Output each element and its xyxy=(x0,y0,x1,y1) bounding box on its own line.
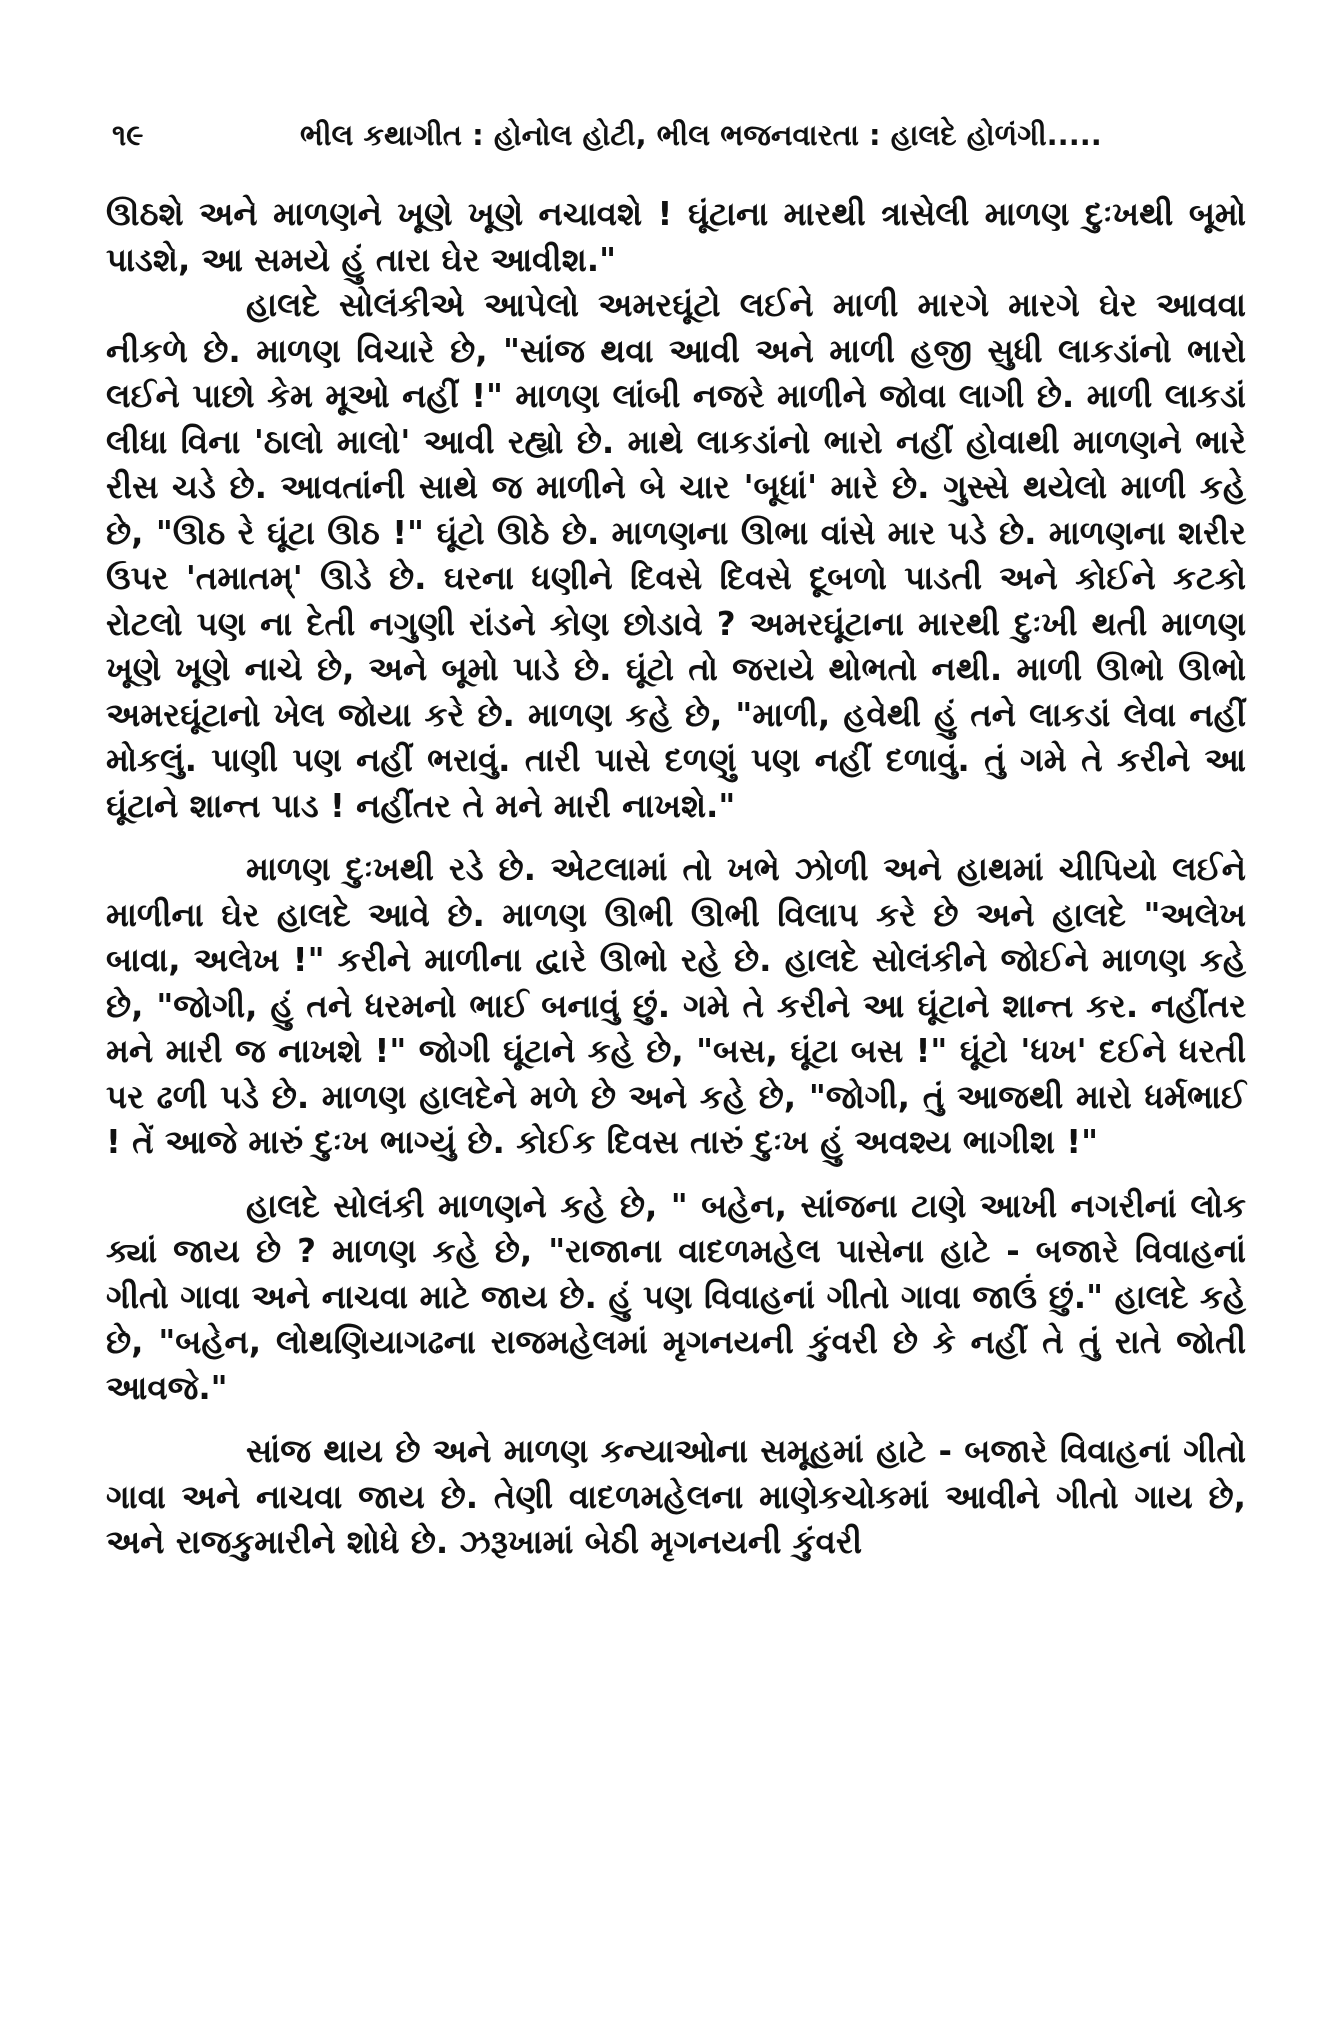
paragraph-continuation: ઊઠશે અને માળણને ખૂણે ખૂણે નચાવશે ! ઘૂંટાના મારથી ત્રાસેલી માળણ દુઃખથી બૂમો પાડશે, આ સમયે હું તારા ઘેર આવીશ." xyxy=(106,195,1246,279)
page-number: ૧૯ xyxy=(112,118,144,152)
body-text xyxy=(106,192,1246,1566)
book-page xyxy=(106,0,1246,2038)
paragraph: માળણ દુઃખથી રડે છે. એટલામાં તો ખભે ઝોળી અને હાથમાં ચીપિયો લઈને માળીના ઘેર હાલદે આવે છે. માળણ ઊભી ઊભી વિલાપ કરે છે અને હાલદે "અલેખ બાવા, અલેખ !" કરીને માળીના દ્વારે ઊભો રહે છે. હાલદે સોલંકીને જોઈને માળણ કહે છે, "જોગી, હું તને ધરમનો ભાઈ બનાવું છું. ગમે તે કરીને આ ઘૂંટાને શાન્ત કર. નહીંતર મને મારી જ નાખશે !" જોગી ઘૂંટાને કહે છે, "બસ, ઘૂંટા બસ !" ઘૂંટો 'ધખ' દઈને ધરતી પર ઢળી પડે છે. માળણ હાલદેને મળે છે અને કહે છે, "જોગી, તું આજથી મારો ધર્મભાઈ ! તેં આજે મારું દુઃખ ભાગ્યું છે. કોઈક દિવસ તારું દુઃખ હું અવશ્ય ભાગીશ !" xyxy=(106,850,1246,1161)
page-header xyxy=(106,118,1246,158)
running-title: ભીલ કથાગીત : હોનોલ હોટી, ભીલ ભજનવારતા : હાલદે હોળંગી..... xyxy=(300,118,1102,152)
paragraph: હાલદે સોલંકી માળણને કહે છે, " બહેન, સાંજના ટાણે આખી નગરીનાં લોક ક્યાં જાય છે ? માળણ કહે છે, "રાજાના વાદળમહેલ પાસેના હાટે - બજારે વિવાહનાં ગીતો ગાવા અને નાચવા માટે જાય છે. હું પણ વિવાહનાં ગીતો ગાવા જાઉં છું." હાલદે કહે છે, "બહેન, લોથણિયાગઢના રાજમહેલમાં મૃગનયની કુંવરી છે કે નહીં તે તું રાતે જોતી આવજે." xyxy=(106,1186,1246,1407)
paragraph: સાંજ થાય છે અને માળણ કન્યાઓના સમૂહમાં હાટે - બજારે વિવાહનાં ગીતો ગાવા અને નાચવા જાય છે. તેણી વાદળમહેલના માણેકચોકમાં આવીને ગીતો ગાય છે, અને રાજકુમારીને શોધે છે. ઝરૂખામાં બેઠી મૃગનયની કુંવરી xyxy=(106,1432,1246,1561)
paragraph: હાલદે સોલંકીએ આપેલો અમરઘૂંટો લઈને માળી મારગે મારગે ઘેર આવવા નીકળે છે. માળણ વિચારે છે, "સાંજ થવા આવી અને માળી હજી સુધી લાકડાંનો ભારો લઈને પાછો કેમ મૂઓ નહીં !" માળણ લાંબી નજરે માળીને જોવા લાગી છે. માળી લાકડાં લીધા વિના 'ઠાલો માલો' આવી રહ્યો છે. માથે લાકડાંનો ભારો નહીં હોવાથી માળણને ભારે રીસ ચડે છે. આવતાંની સાથે જ માળીને બે ચાર 'બૂધાં' મારે છે. ગુસ્સે થયેલો માળી કહે છે, "ઊઠ રે ઘૂંટા ઊઠ !" ઘૂંટો ઊઠે છે. માળણના ઊભા વાંસે માર પડે છે. માળણના શરીર ઉપર 'તમાતમ્' ઊડે છે. ઘરના ધણીને દિવસે દિવસે દૂબળો પાડતી અને કોઈને કટકો રોટલો પણ ના દેતી નગુણી રાંડને કોણ છોડાવે ? અમરઘૂંટાના મારથી દુઃખી થતી માળણ ખૂણે ખૂણે નાચે છે, અને બૂમો પાડે છે. ઘૂંટો તો જરાયે થોભતો નથી. માળી ઊભો ઊભો અમરઘૂંટાનો ખેલ જોયા કરે છે. માળણ કહે છે, "માળી, હવેથી હું તને લાકડાં લેવા નહીં મોકલું. પાણી પણ નહીં ભરાવું. તારી પાસે દળણું પણ નહીં દળાવું. તું ગમે તે કરીને આ ઘૂંટાને શાન્ત પાડ ! નહીંતર તે મને મારી નાખશે." xyxy=(106,286,1246,825)
